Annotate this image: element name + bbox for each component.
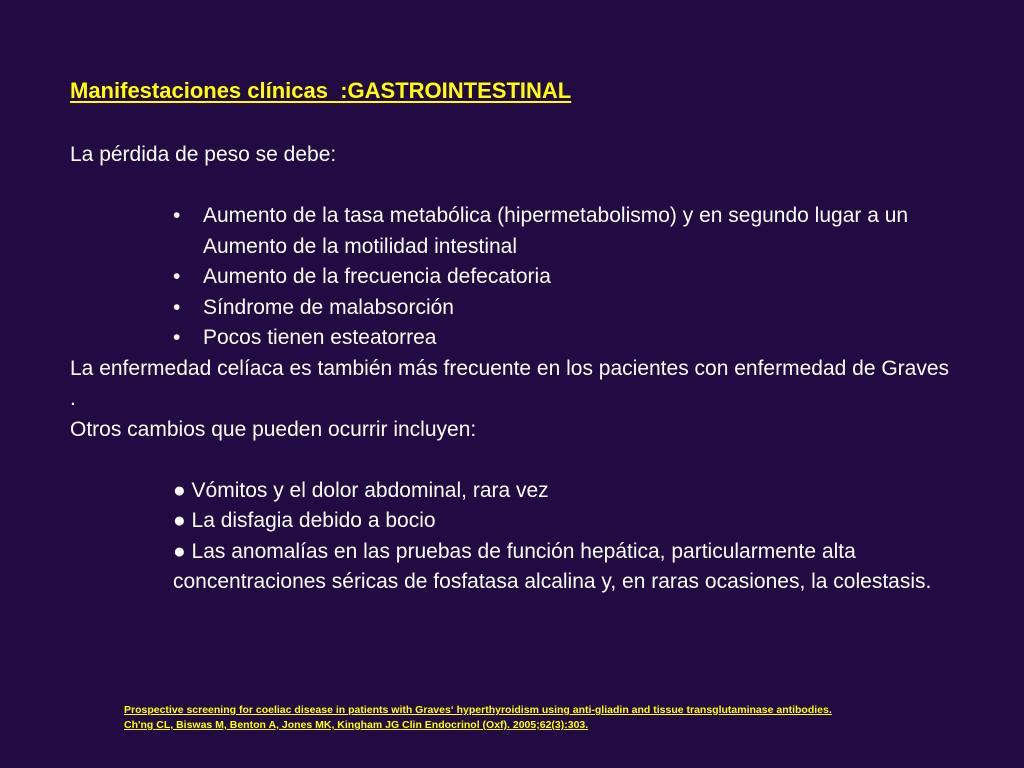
- reference-link-authors[interactable]: Ch'ng CL, Biswas M, Benton A, Jones MK, Kingham JG Clin Endocrinol (Oxf). 2005;62(3):303.: [124, 719, 589, 731]
- list-item: [173, 323, 950, 354]
- other-changes-heading: Otros cambios que pueden ocurrir incluyen:: [70, 417, 477, 441]
- slide-body: [70, 140, 950, 598]
- bullet-icon: •: [173, 295, 181, 319]
- weight-loss-causes-list: [70, 201, 950, 354]
- list-item: [173, 201, 950, 262]
- list-item: [173, 262, 950, 293]
- change-item: ● Las anomalías en las pruebas de función hepática, particularmente alta concentraciones séricas de fosfatasa alcalina y, en raras ocasiones, la colestasis.: [173, 539, 932, 593]
- list-item-text: Síndrome de malabsorción: [203, 295, 454, 319]
- list-item: [173, 293, 950, 324]
- spacer: [70, 445, 950, 476]
- slide-title: Manifestaciones clínicas :GASTROINTESTINAL: [70, 78, 572, 103]
- list-item-text: Pocos tienen esteatorrea: [203, 326, 437, 349]
- bullet-icon: •: [173, 265, 181, 288]
- bullet-icon: •: [173, 204, 181, 227]
- reference-citation: [124, 703, 832, 733]
- celiac-paragraph: La enfermedad celíaca es también más frecuente en los pacientes con enfermedad de Graves .: [70, 356, 950, 410]
- bullet-icon: •: [173, 326, 181, 349]
- intro-text: La pérdida de peso se debe:: [70, 143, 337, 166]
- change-item: ● La disfagia debido a bocio: [173, 509, 436, 532]
- change-item: ● Vómitos y el dolor abdominal, rara vez: [173, 478, 549, 502]
- list-item-text: Aumento de la frecuencia defecatoria: [203, 265, 551, 288]
- reference-link-title[interactable]: Prospective screening for coeliac disease in patients with Graves‘ hyperthyroidism using anti-gliadin and tissue transglutaminase antibodies.: [124, 704, 832, 716]
- list-item-text: Aumento de la tasa metabólica (hipermetabolismo) y en segundo lugar a un Aumento de la motilidad intestinal: [203, 204, 909, 258]
- spacer: [70, 171, 950, 202]
